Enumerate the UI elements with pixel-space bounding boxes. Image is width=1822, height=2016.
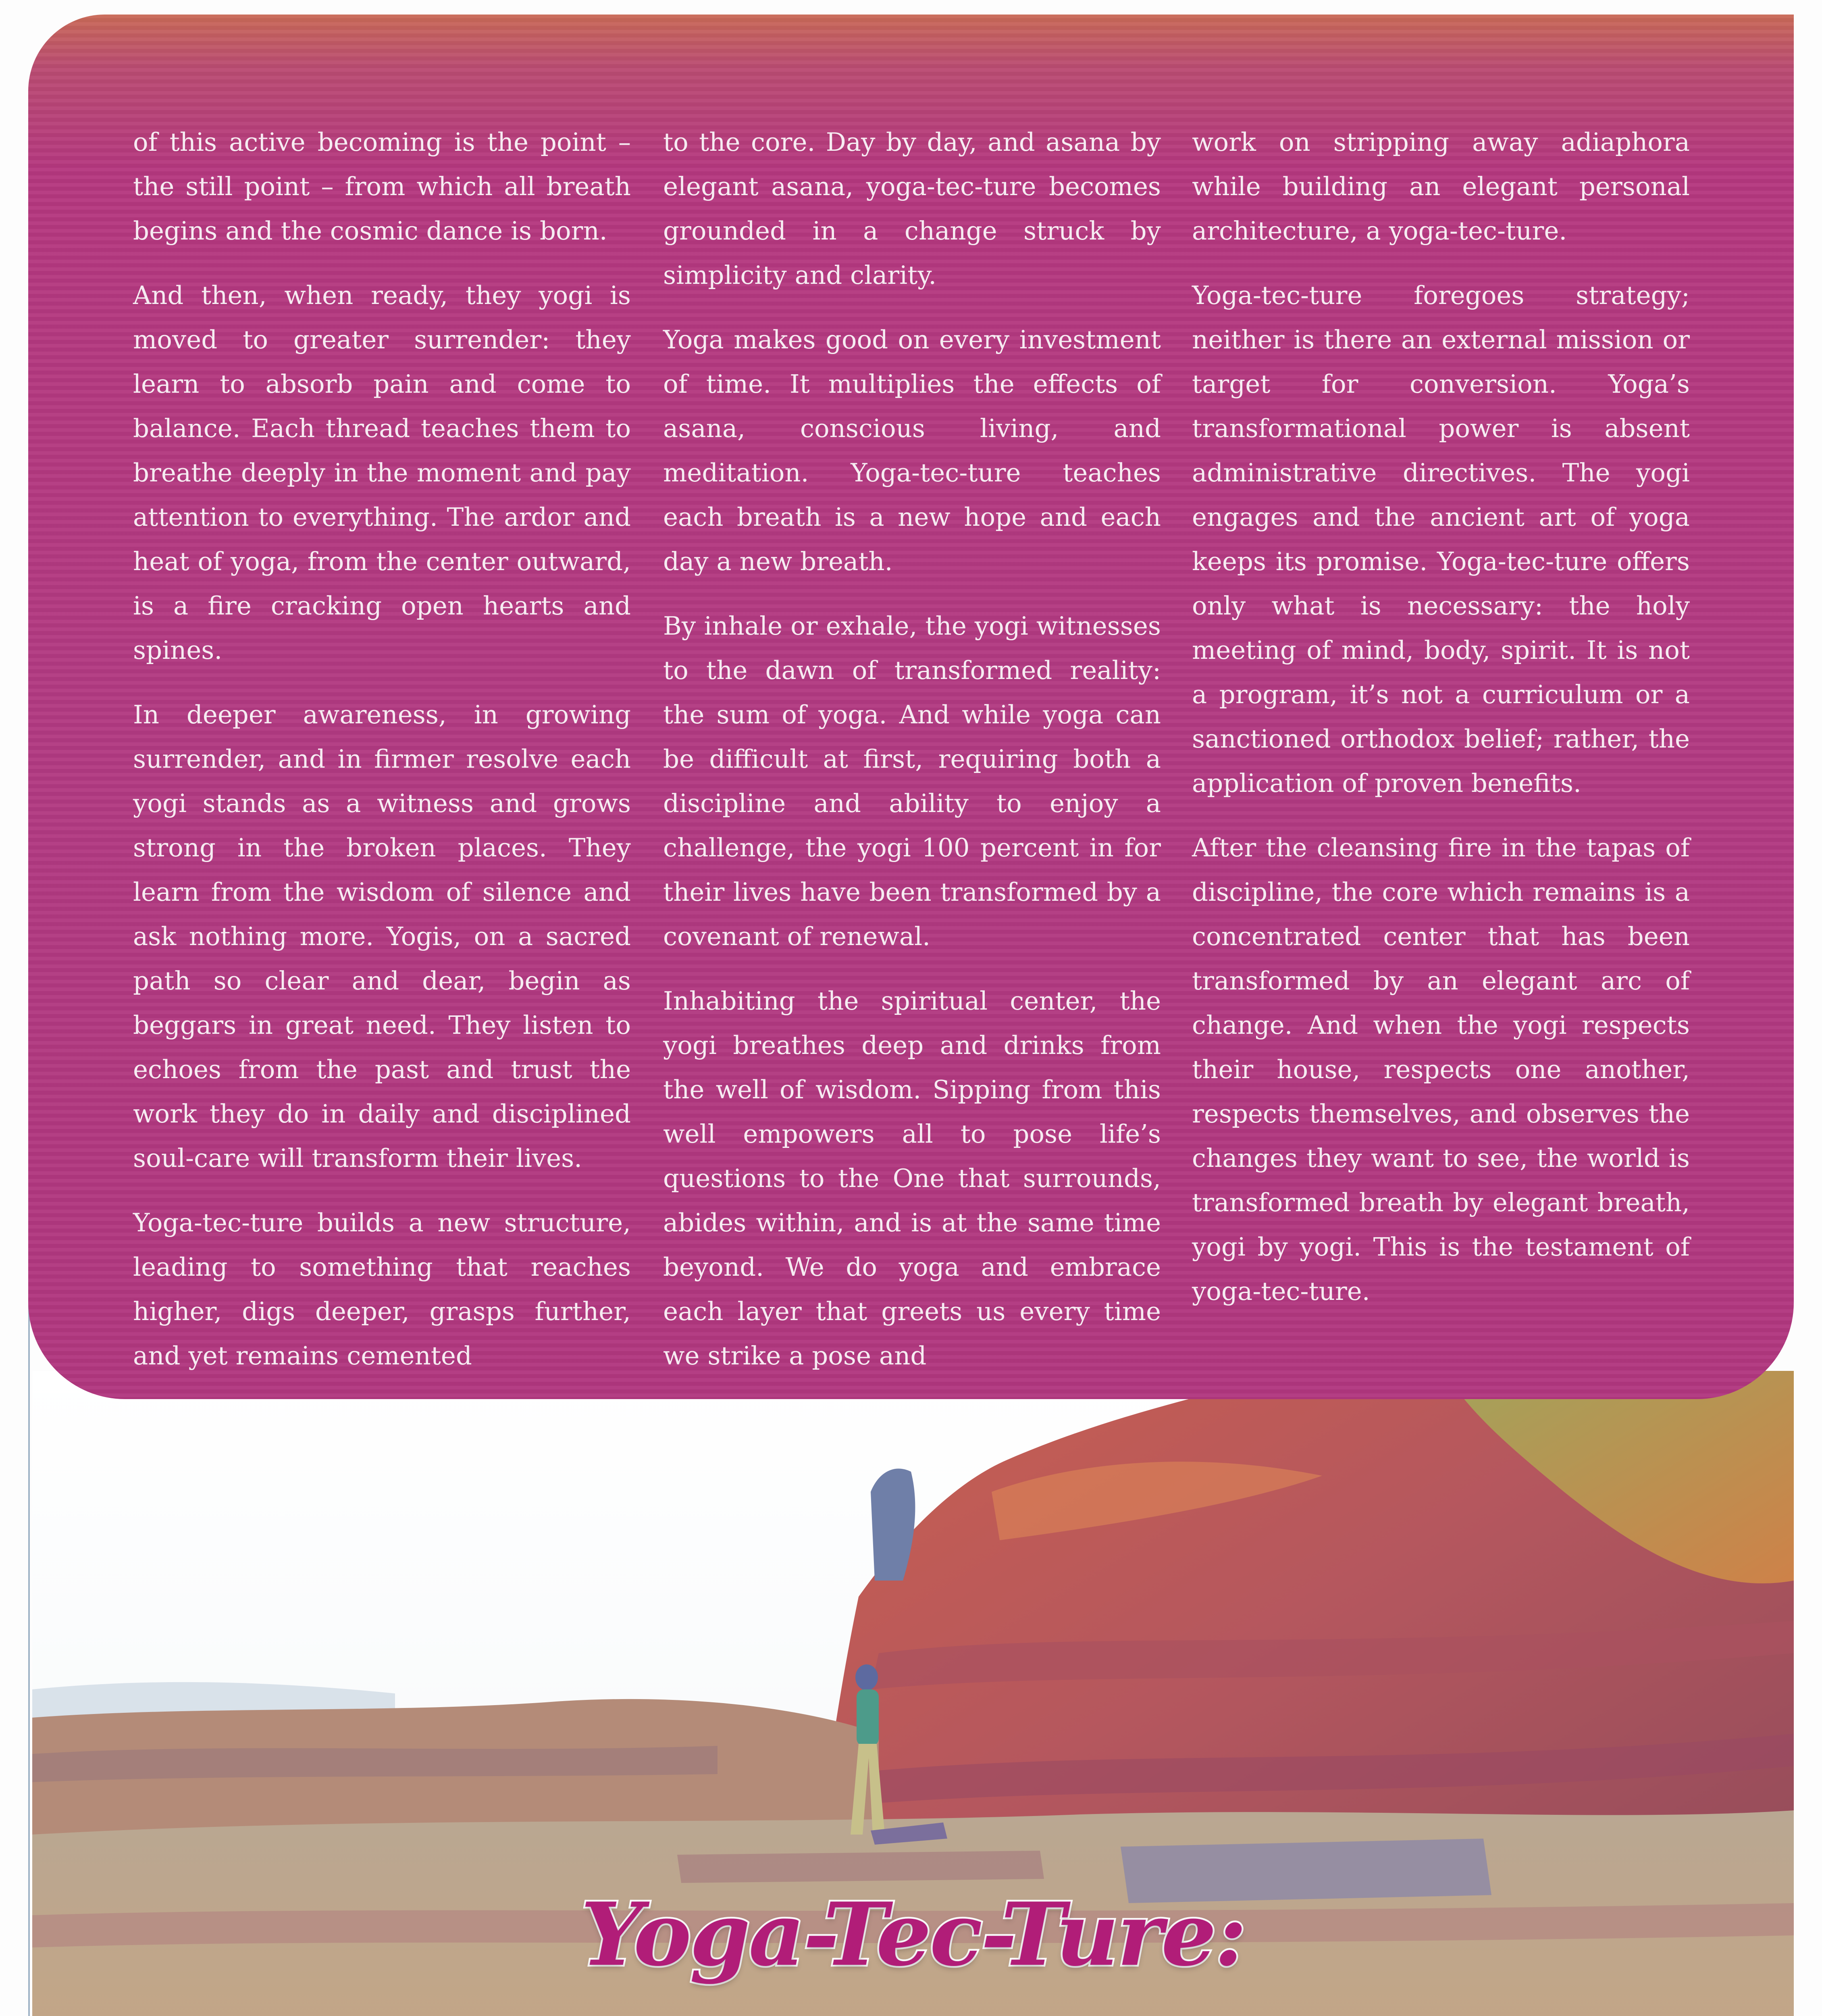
page-edge-line — [28, 1210, 30, 2016]
article-title-block — [32, 1883, 1794, 2016]
stone-slab — [677, 1851, 1044, 1883]
article-column-1 — [133, 120, 631, 1398]
article-title: Yoga-Tec-Ture: — [580, 1883, 1246, 1985]
paragraph: work on stripping away adiaphora while building an elegant personal architecture, a yoga-tec-ture. — [1192, 127, 1690, 246]
paragraph: After the cleansing fire in the tapas of discipline, the core which remains is a concentrated center that has been transformed by an elegant arc of change. And when the yogi respects their house, respects one another, respects themselves, and observes the changes they want to see, the world is transformed breath by elegant breath, yogi by yogi. This is the testament of yoga-tec-ture. — [1192, 833, 1690, 1306]
paragraph: And then, when ready, they yogi is moved to greater surrender: they learn to absorb pain and come to balance. Each thread teaches them to breathe deeply in the moment and pay attention to everything. The ardor and heat of yoga, from the center outward, is a fire cracking open hearts and spines. — [133, 281, 631, 665]
paragraph: Yoga makes good on every investment of time. It multiplies the effects of asana, conscious living, and meditation. Yoga-tec-ture teaches each breath is a new hope and each day a new breath. — [663, 325, 1161, 576]
paragraph: Yoga-tec-ture foregoes strategy; neither is there an external mission or target for conversion. Yoga’s transformational power is absent administrative directives. The yogi engages and the ancient art of yoga keeps its promise. Yoga-tec-ture offers only what is necessary: the holy meeting of mind, body, spirit. It is not a program, it’s not a curriculum or a sanctioned orthodox belief; rather, the application of proven benefits. — [1192, 281, 1690, 798]
paragraph: of this active becoming is the point – the still point – from which all breath begins and the cosmic dance is born. — [133, 127, 631, 246]
yogi-head — [855, 1664, 878, 1690]
yogi-torso — [857, 1689, 879, 1746]
article-text-panel — [28, 15, 1794, 1399]
paragraph: to the core. Day by day, and asana by elegant asana, yoga-tec-ture becomes grounded in a change struck by simplicity and clarity. — [663, 127, 1161, 290]
paragraph: In deeper awareness, in growing surrender, and in firmer resolve each yogi stands as a witness and grows strong in the broken places. They learn from the wisdom of silence and ask nothing more. Yogis, on a sacred path so clear and dear, begin as beggars in great need. They listen to echoes from the past and trust the work they do in daily and disciplined soul-care will transform their lives. — [133, 700, 631, 1173]
article-column-3 — [1192, 120, 1690, 1334]
paragraph: Yoga-tec-ture builds a new structure, leading to something that reaches higher, digs deeper, grasps further, and yet remains cemented — [133, 1208, 631, 1370]
article-column-2 — [663, 120, 1161, 1398]
paragraph: By inhale or exhale, the yogi witnesses to the dawn of transformed reality: the sum of yoga. And while yoga can be difficult at first, requiring both a discipline and ability to enjoy a challenge, the yogi 100 percent in for their lives have been transformed by a covenant of renewal. — [663, 611, 1161, 951]
paragraph: Inhabiting the spiritual center, the yogi breathes deep and drinks from the well of wisdom. Sipping from this well empowers all to pose life’s questions to the One that surrounds, abides within, and is at the same time beyond. We do yoga and embrace each layer that greets us every time we strike a pose and — [663, 986, 1161, 1370]
